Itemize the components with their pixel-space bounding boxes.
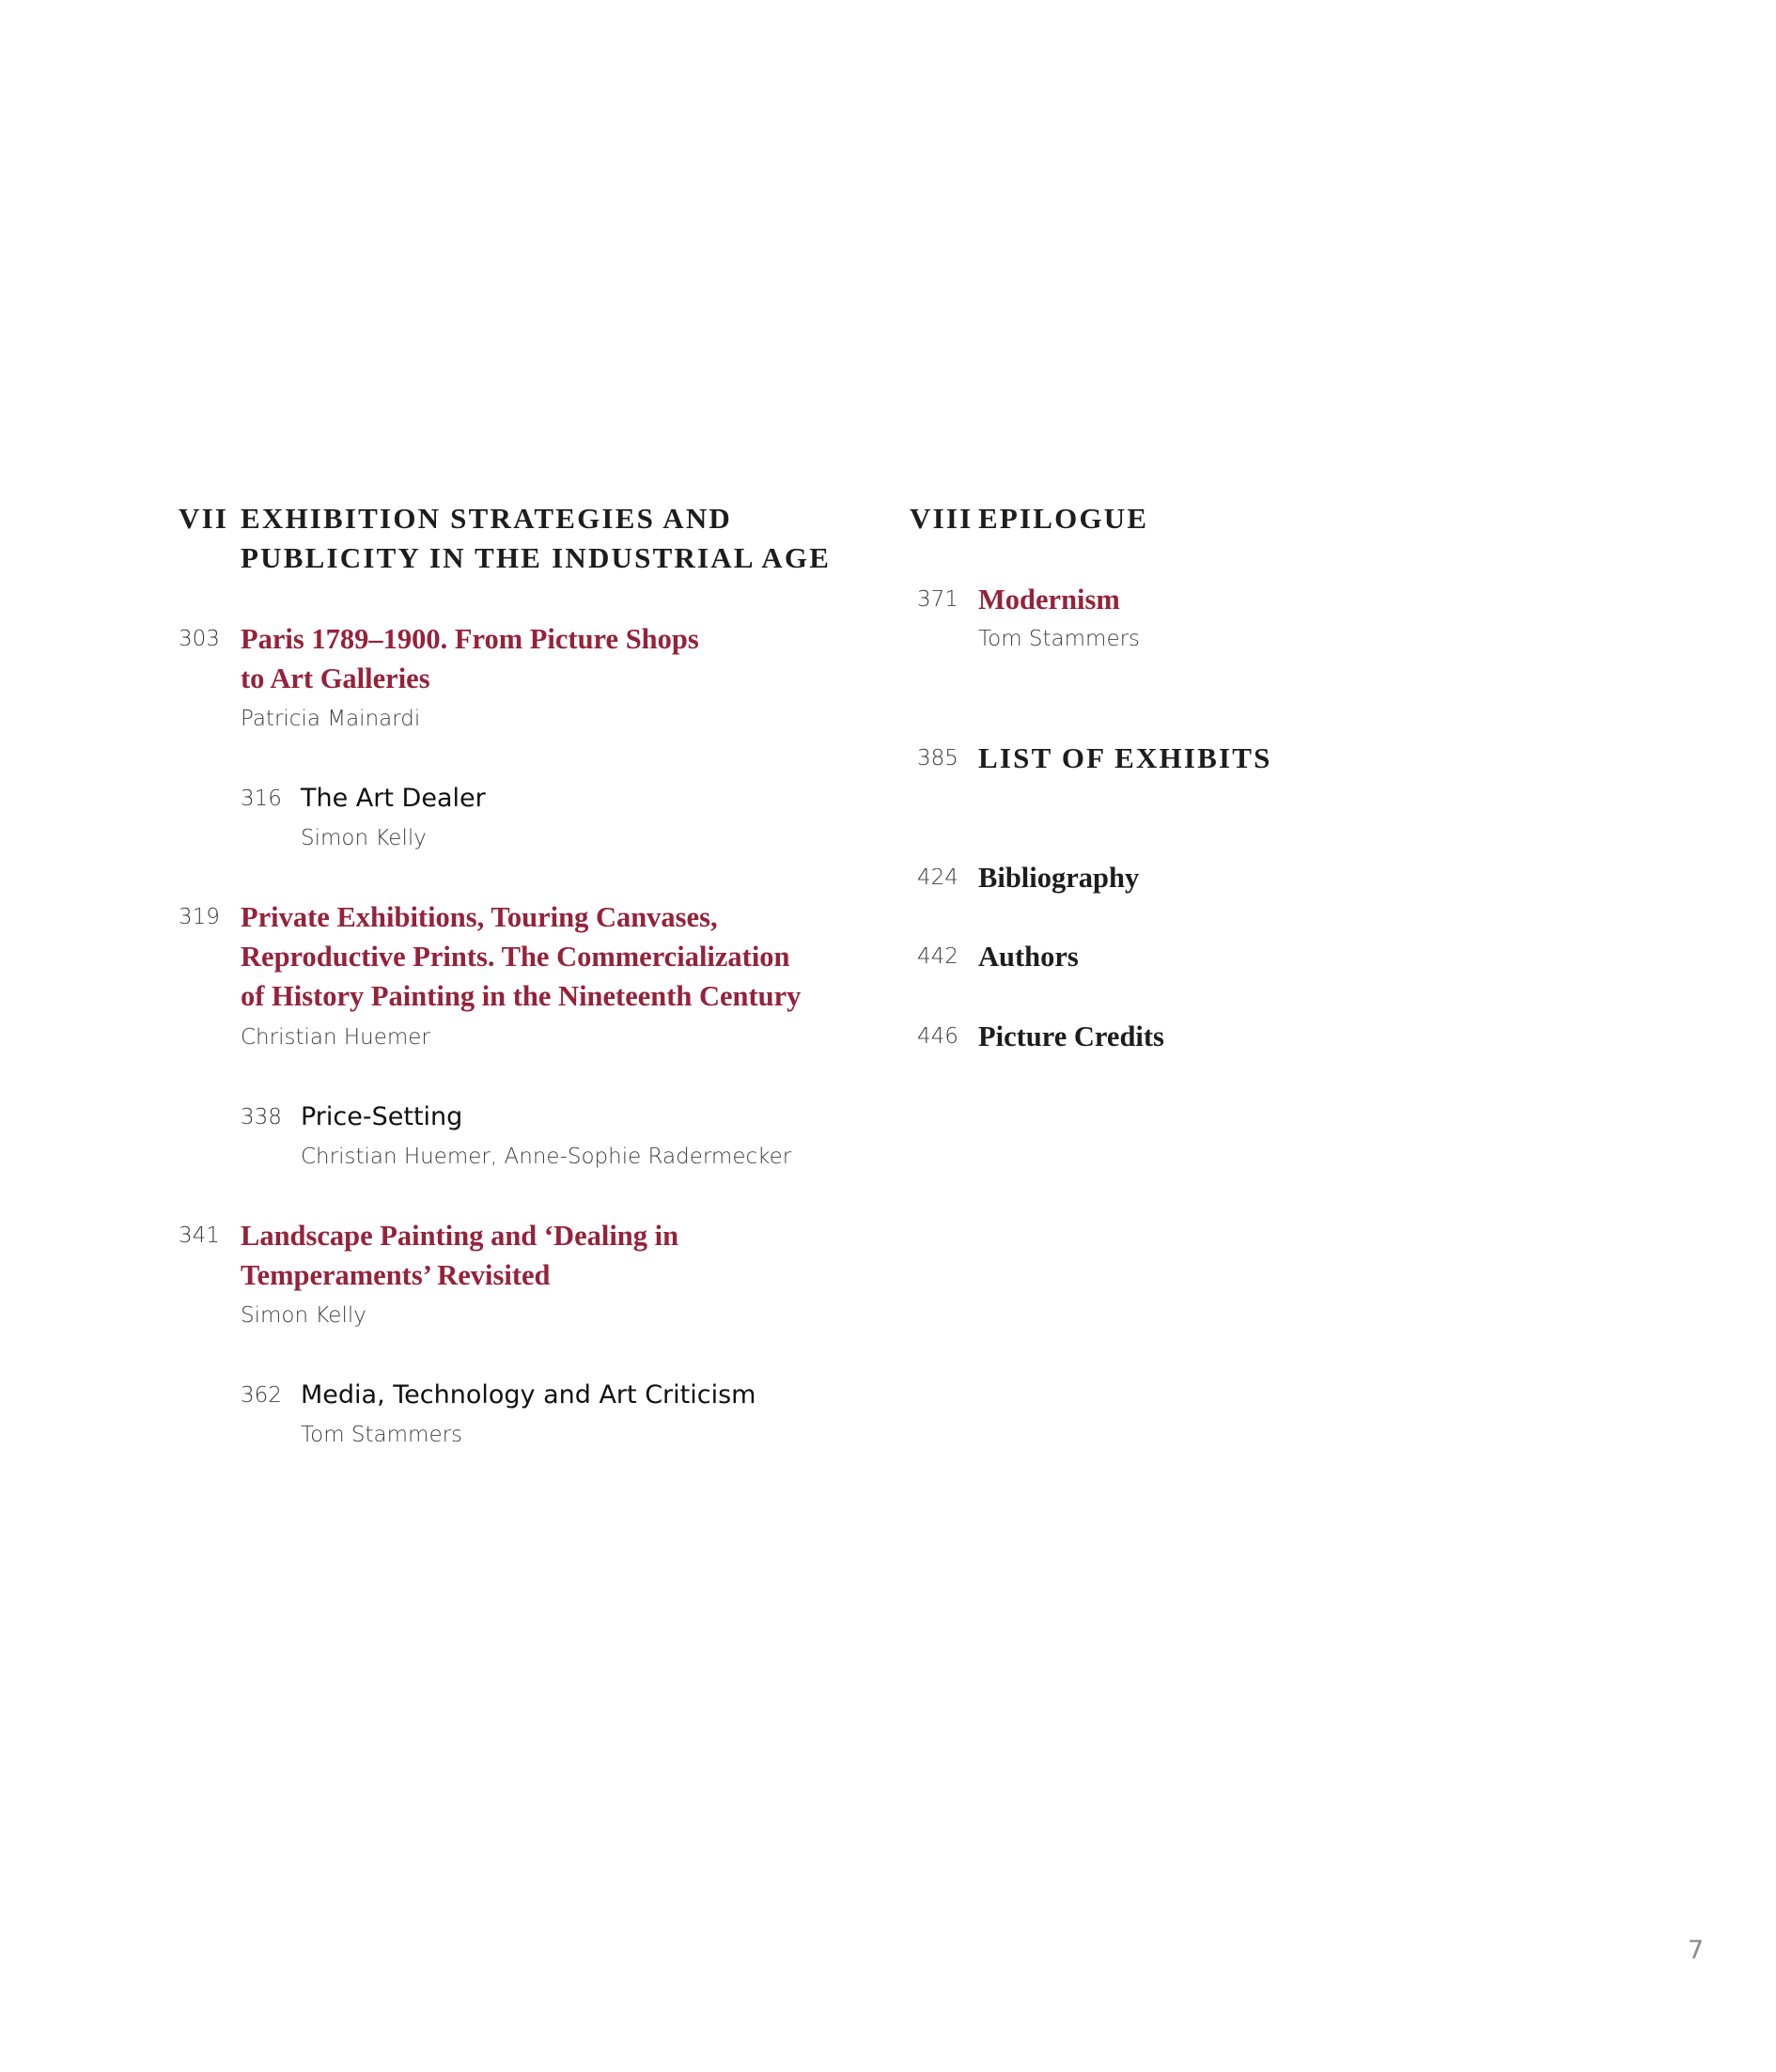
toc-page-number: 316 xyxy=(241,787,282,811)
toc-page-number: 319 xyxy=(179,905,220,929)
page-number-folio: 7 xyxy=(1688,1936,1705,1965)
toc-list-of-exhibits[interactable]: LIST OF EXHIBITS xyxy=(978,741,1272,774)
toc-subentry-title[interactable]: Price-Setting xyxy=(301,1102,463,1131)
toc-page-number: 341 xyxy=(179,1223,220,1248)
toc-picture-credits[interactable]: Picture Credits xyxy=(978,1020,1164,1052)
toc-subentry-title[interactable]: Media, Technology and Art Criticism xyxy=(301,1380,756,1410)
toc-page-number: 303 xyxy=(179,627,220,651)
toc-entry-author: Patricia Mainardi xyxy=(241,707,421,731)
toc-entry-author: Tom Stammers xyxy=(301,1423,463,1447)
toc-entry-author: Christian Huemer xyxy=(241,1025,430,1050)
toc-entry-title[interactable]: Reproductive Prints. The Commercialization xyxy=(241,941,790,973)
toc-page-number: 362 xyxy=(241,1383,282,1408)
toc-bibliography[interactable]: Bibliography xyxy=(978,862,1140,894)
toc-entry-author: Christian Huemer, Anne-Sophie Radermecker xyxy=(301,1145,792,1169)
toc-entry-title[interactable]: Temperaments’ Revisited xyxy=(241,1259,551,1291)
section-viii-number: VIII xyxy=(910,502,974,535)
toc-entry-title[interactable]: Private Exhibitions, Touring Canvases, xyxy=(241,901,718,933)
toc-entry-title[interactable]: to Art Galleries xyxy=(241,662,430,694)
toc-entry-author: Simon Kelly xyxy=(301,826,427,850)
section-viii-title: EPILOGUE xyxy=(978,502,1149,535)
toc-page-number: 446 xyxy=(917,1024,958,1049)
toc-subentry-title[interactable]: The Art Dealer xyxy=(301,784,486,813)
toc-page-number: 424 xyxy=(917,865,958,890)
section-vii-number: VII xyxy=(179,502,229,535)
toc-entry-author: Tom Stammers xyxy=(978,627,1141,651)
section-vii-title-line2: PUBLICITY IN THE INDUSTRIAL AGE xyxy=(241,541,832,574)
toc-entry-title[interactable]: Modernism xyxy=(978,584,1120,615)
toc-page-number: 338 xyxy=(241,1105,282,1129)
toc-entry-author: Simon Kelly xyxy=(241,1303,366,1328)
toc-page-number: 442 xyxy=(917,944,958,969)
toc-entry-title[interactable]: of History Painting in the Nineteenth Century xyxy=(241,980,802,1012)
toc-page-number: 371 xyxy=(917,587,958,612)
toc-authors[interactable]: Authors xyxy=(978,941,1079,973)
toc-entry-title[interactable]: Paris 1789–1900. From Picture Shops xyxy=(241,623,699,655)
toc-page-number: 385 xyxy=(917,746,958,771)
section-vii-title-line1: EXHIBITION STRATEGIES AND xyxy=(241,502,733,535)
toc-entry-title[interactable]: Landscape Painting and ‘Dealing in xyxy=(241,1220,679,1252)
